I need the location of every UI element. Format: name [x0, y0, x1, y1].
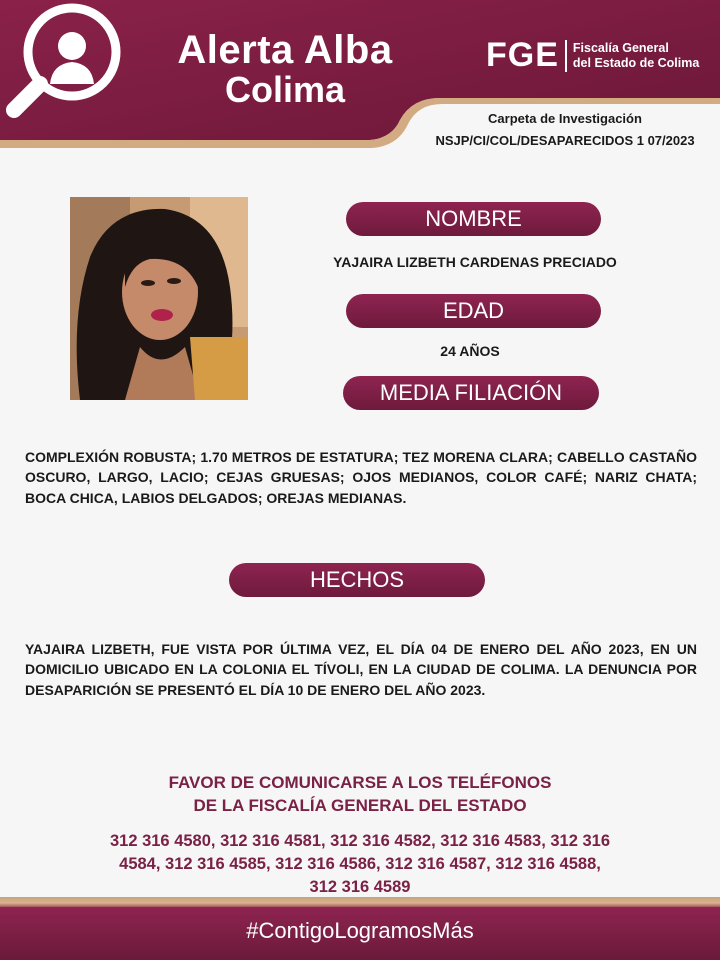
case-file-number: NSJP/CI/COL/DESAPARECIDOS 1 07/2023 [435, 133, 695, 149]
header-banner [0, 0, 720, 152]
contact-line2: DE LA FISCALÍA GENERAL DEL ESTADO [193, 795, 527, 815]
fge-name-line1: Fiscalía General [572, 40, 669, 55]
alert-title [160, 30, 410, 108]
physical-description: COMPLEXIÓN ROBUSTA; 1.70 METROS DE ESTATURA; TEZ MORENA CLARA; CABELLO CASTAÑO OSCURO, LARGO, LACIO; CEJAS GRUESAS; OJOS MEDIANOS, COLOR CAFÉ; NARIZ CHATA; BOCA CHICA, LABIOS DELGADOS; OREJAS MEDIANAS. [25, 449, 697, 506]
description-label-pill: MEDIA FILIACIÓN [343, 376, 599, 410]
fge-logo [486, 36, 699, 75]
name-label-pill: NOMBRE [346, 202, 601, 236]
age-label-pill: EDAD [346, 294, 601, 328]
facts-label-pill: HECHOS [229, 563, 485, 597]
alert-title-line2: Colima [224, 69, 346, 110]
person-photo [70, 197, 248, 400]
facts-text: YAJAIRA LIZBETH, FUE VISTA POR ÚLTIMA VEZ, EL DÍA 04 DE ENERO DEL AÑO 2023, EN UN DOMICILIO UBICADO EN LA COLONIA EL TÍVOLI, EN LA CIUDAD DE COLIMA. LA DENUNCIA POR DESAPARICIÓN SE PRESENTÓ EL DÍA 10 DE ENERO DEL AÑO 2023. [25, 641, 697, 698]
phones-line1: 312 316 4580, 312 316 4581, 312 316 4582, 312 316 4583, 312 316 [109, 832, 611, 850]
name-value: YAJAIRA LIZBETH CARDENAS PRECIADO [333, 254, 617, 270]
phones-line3: 312 316 4589 [309, 877, 411, 896]
alert-title-line1: Alerta Alba [177, 28, 393, 72]
phone-numbers [40, 830, 680, 898]
footer-hashtag: #ContigoLogramosMás [246, 918, 474, 943]
case-file-label: Carpeta de Investigación [488, 111, 642, 126]
phones-line2: 4584, 312 316 4585, 312 316 4586, 312 316 4587, 312 316 4588, [119, 854, 601, 873]
magnifier-person-icon [0, 0, 128, 124]
fge-name-line2: del Estado de Colima [572, 55, 700, 70]
fge-abbr: FGE [486, 36, 559, 74]
case-file [420, 108, 710, 152]
contact-message [60, 772, 660, 818]
fge-separator [565, 40, 567, 72]
age-value: 24 AÑOS [440, 343, 500, 359]
person-photo-image [70, 197, 248, 400]
fge-full-name [573, 41, 699, 71]
contact-line1: FAVOR DE COMUNICARSE A LOS TELÉFONOS [168, 773, 552, 792]
